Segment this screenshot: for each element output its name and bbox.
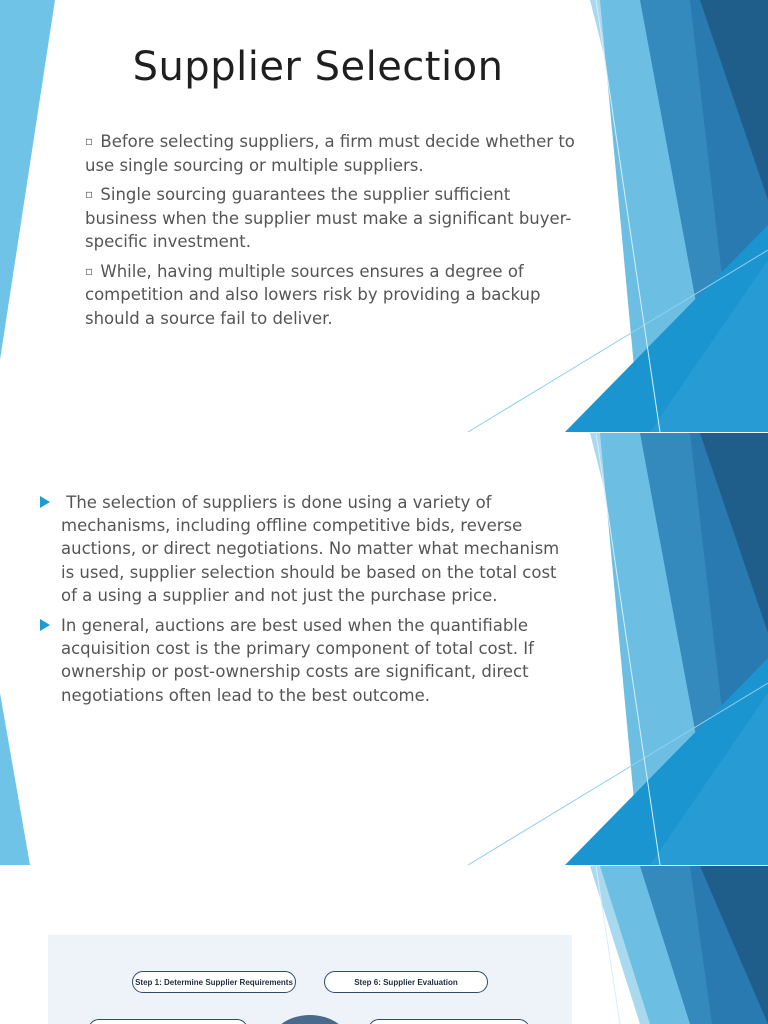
triangle-bullet-icon (40, 496, 50, 508)
slide-2 (0, 433, 768, 865)
bullet-text: While, having multiple sources ensures a degree of competition and also lowers risk by providing a backup should a source fail to deliver. (85, 261, 541, 328)
left-accent-shape (0, 693, 30, 865)
list-item (40, 491, 570, 607)
bullet-list (85, 130, 575, 336)
bullet-text: The selection of suppliers is done using a variety of mechanisms, including offline competitive bids, reverse auctions, or direct negotiations. No matter what mechanism is used, supplier selection should be based on the total cost of a using a supplier and not just the purchase price. (61, 493, 565, 605)
center-hub-circle (270, 1015, 350, 1024)
step-pill (88, 1019, 248, 1024)
square-bullet-icon: ▫ (85, 134, 94, 148)
square-bullet-icon: ▫ (85, 187, 94, 201)
bullet-list (40, 491, 570, 714)
list-item (40, 614, 570, 707)
slide-title: Supplier Selection (132, 44, 504, 90)
bullet-text: Before selecting suppliers, a firm must decide whether to use single sourcing or multiple suppliers. (85, 132, 575, 175)
list-item (85, 183, 575, 254)
step-6-pill: Step 6: Supplier Evaluation (324, 971, 488, 993)
bullet-text: Single sourcing guarantees the supplier sufficient business when the supplier must make a significant buyer-specific investment. (85, 185, 572, 251)
slide-3 (0, 866, 768, 1024)
square-bullet-icon: ▫ (85, 263, 94, 278)
bullet-text: In general, auctions are best used when the quantifiable acquisition cost is the primary component of total cost. If ownership or post-ownership costs are significant, direct negotiations often lead to the best outcome. (61, 616, 534, 705)
list-item (85, 130, 575, 177)
step-pill (368, 1019, 530, 1024)
triangle-bullet-icon (40, 619, 50, 631)
supplier-selection-diagram (48, 935, 572, 1024)
list-item (85, 260, 575, 331)
step-1-pill: Step 1: Determine Supplier Requirements (132, 971, 296, 993)
slide-1 (0, 0, 768, 432)
